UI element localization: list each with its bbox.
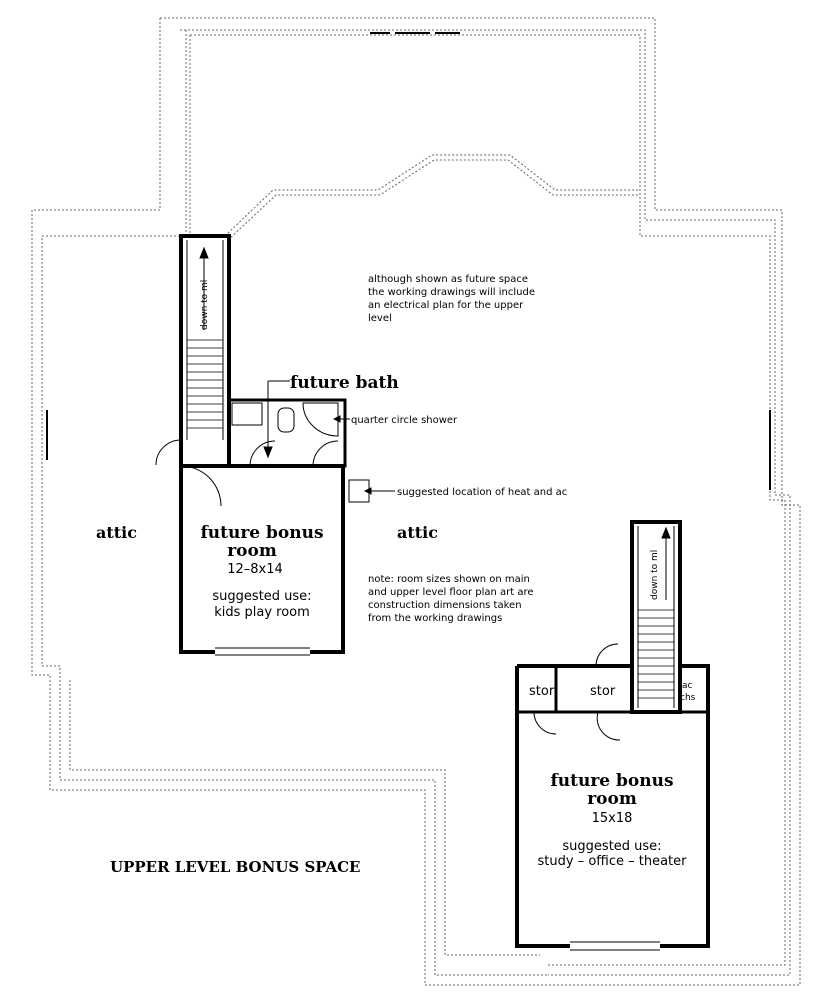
ac-chase-label-2: chs — [680, 693, 696, 703]
note-room-sizes: note: room sizes shown on main and upper level floor plan art are construction dimensions taken from the working drawings — [368, 574, 534, 624]
future-bath-area — [229, 400, 345, 466]
plan-title: UPPER LEVEL BONUS SPACE — [110, 858, 361, 876]
attic-label-left: attic — [96, 523, 137, 542]
bonus-room-2-use-2: study – office – theater — [537, 854, 687, 869]
bonus-room-2-use: suggested use: — [562, 839, 662, 854]
stairs-left — [181, 236, 229, 466]
bonus-room-2-title: future bonus — [550, 771, 674, 791]
attic-label-center: attic — [397, 523, 438, 542]
future-bath-label: future bath — [290, 373, 399, 393]
bonus-room-1-title: future bonus — [200, 523, 324, 543]
bonus-room-1-size: 12–8x14 — [227, 562, 283, 577]
stair-label-left: down to ml — [200, 279, 210, 330]
heat-ac-callout: suggested location of heat and ac — [397, 487, 568, 498]
bonus-room-2-size: 15x18 — [591, 811, 633, 826]
bonus-room-1-use: suggested use: — [212, 589, 312, 604]
bonus-room-1-title-2: room — [227, 541, 277, 561]
storage-label-1: stor — [529, 684, 555, 699]
bonus-room-1-use-2: kids play room — [214, 605, 310, 620]
stair-label-right: down to ml — [650, 549, 660, 600]
roof-outline — [32, 18, 800, 985]
ac-chase-label: ac — [682, 681, 693, 691]
storage-label-2: stor — [590, 684, 616, 699]
bonus-room-2-title-2: room — [587, 789, 637, 809]
shower-callout: quarter circle shower — [351, 415, 458, 426]
note-future-space: although shown as future space the working drawings will include an electrical plan for the upper level — [368, 274, 535, 324]
